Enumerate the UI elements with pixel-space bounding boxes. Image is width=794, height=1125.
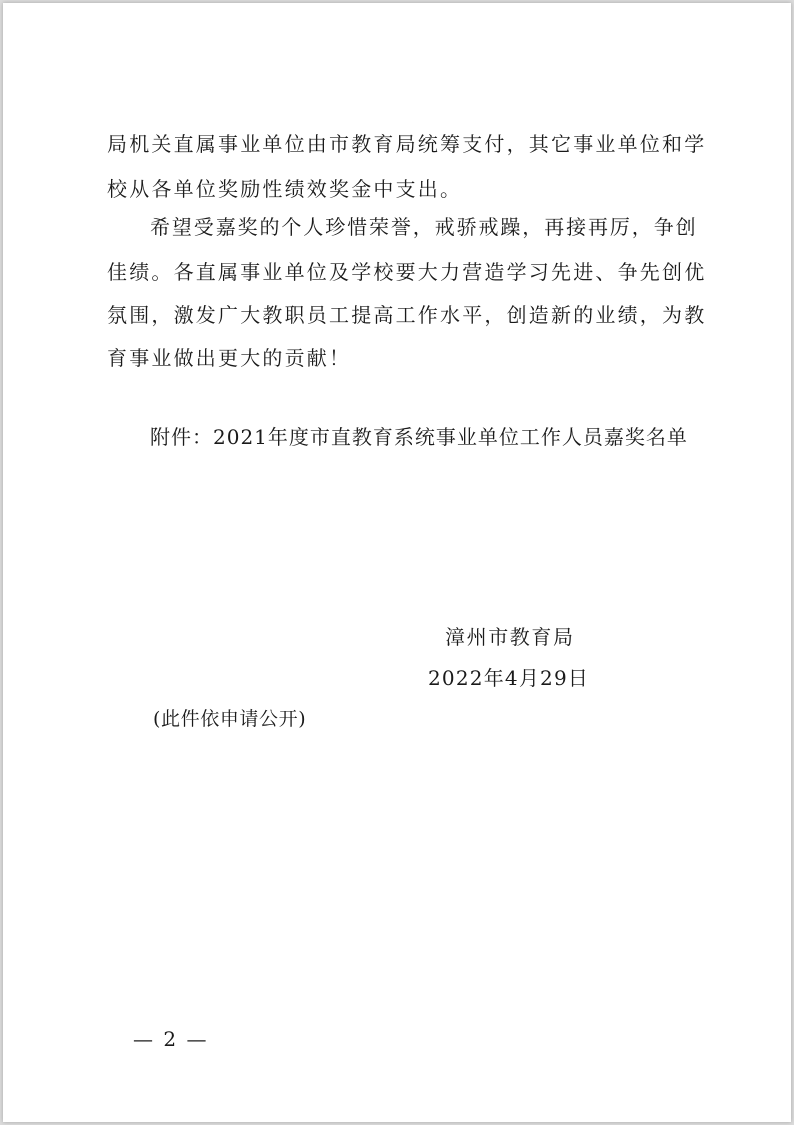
paragraph-1-line-2: 校从各单位奖励性绩效奖金中支出。 (107, 177, 463, 201)
page-number: — 2 — (133, 1027, 209, 1051)
paragraph-2-line-3: 氛围，激发广大教职员工提高工作水平，创造新的业绩，为教 (107, 303, 707, 327)
paragraph-2-line-4: 育事业做出更大的贡献！ (107, 346, 352, 370)
attachment-line: 附件：2021年度市直教育系统事业单位工作人员嘉奖名单 (150, 425, 688, 449)
paragraph-1-line-1: 局机关直属事业单位由市教育局统筹支付，其它事业单位和学 (107, 132, 707, 156)
issue-date: 2022年4月29日 (428, 666, 590, 690)
paragraph-2-line-1: 希望受嘉奖的个人珍惜荣誉，戒骄戒躁，再接再厉，争创 (150, 215, 698, 239)
issuer-name: 漳州市教育局 (445, 625, 575, 649)
document-page (3, 3, 791, 1122)
paragraph-2-line-2: 佳绩。各直属事业单位及学校要大力营造学习先进、争先创优 (107, 260, 707, 284)
disclosure-note: (此件依申请公开) (153, 708, 307, 730)
